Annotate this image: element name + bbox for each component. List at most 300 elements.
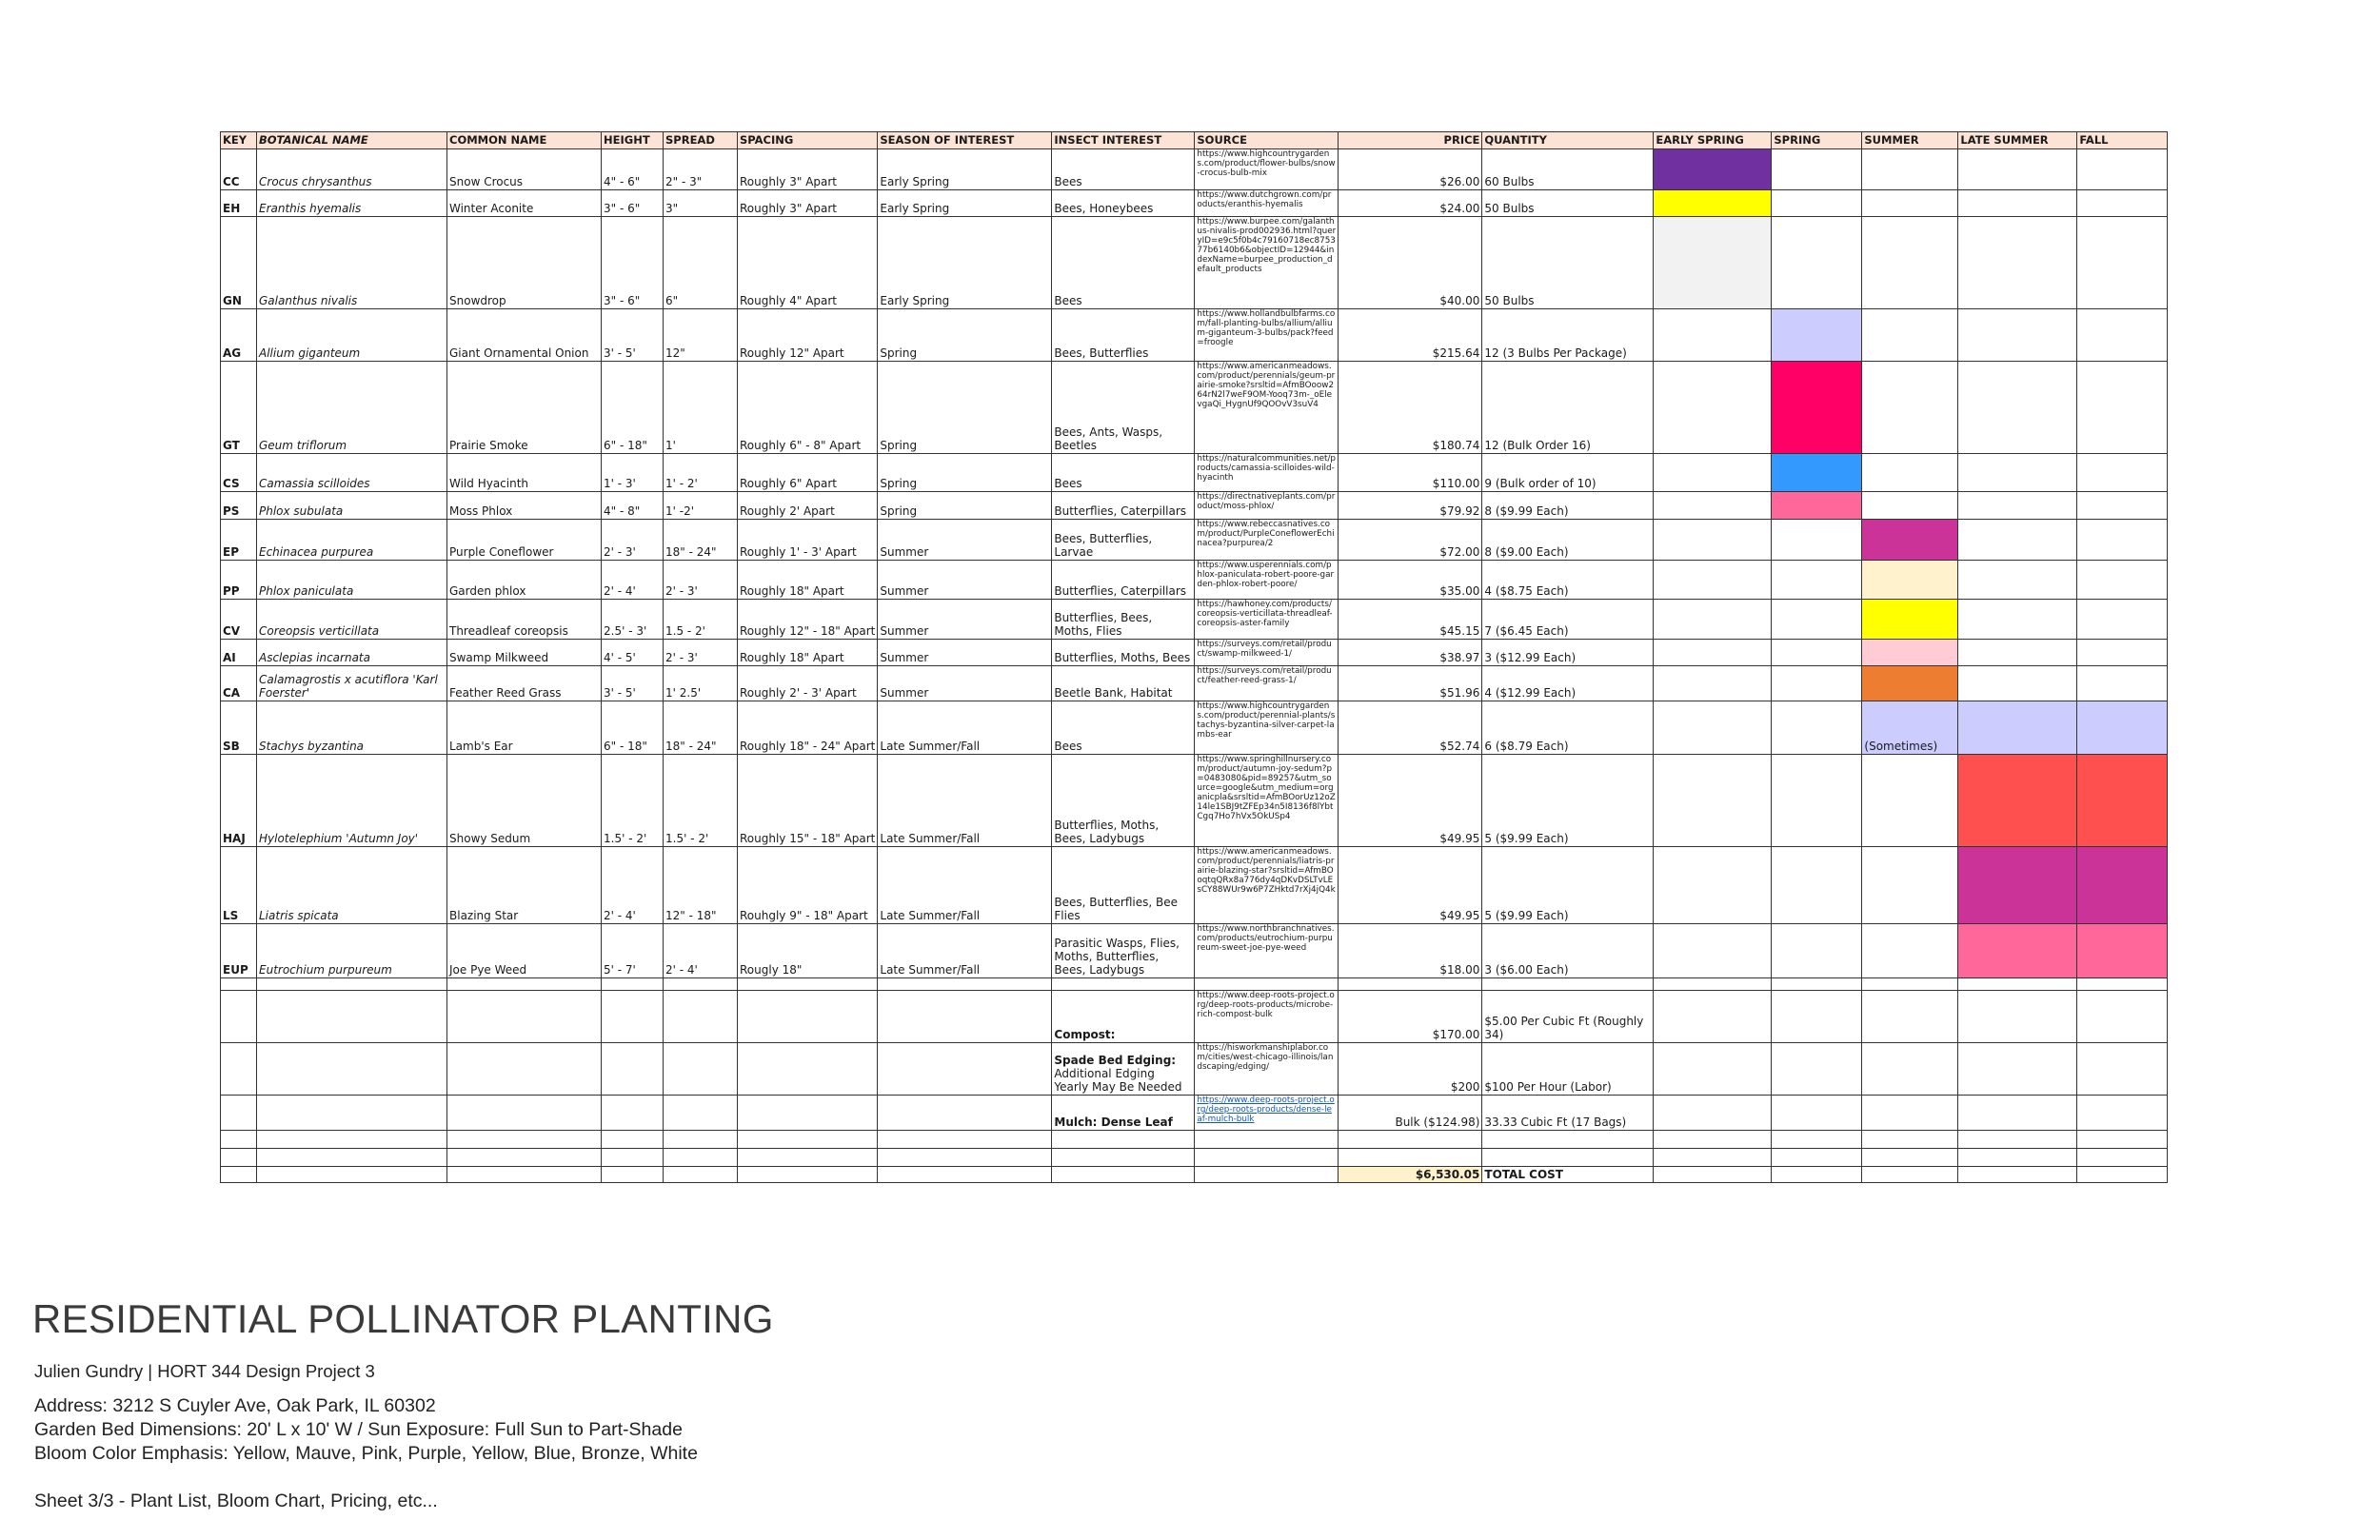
plant-spread: 2' - 4' [664, 924, 738, 978]
insect-interest: Butterflies, Bees, Moths, Flies [1052, 600, 1195, 640]
source-link[interactable]: https://naturalcommunities.net/products/camassia-scilloides-wild-hyacinth [1195, 454, 1339, 492]
bloom-early-spring [1654, 492, 1772, 520]
bloom-summer [1862, 561, 1958, 600]
source-link[interactable]: https://www.dutchgrown.com/products/eranthis-hyemalis [1195, 190, 1339, 217]
bloom-summer [1862, 149, 1958, 190]
plant-key: AI [221, 640, 257, 666]
bloom-spring [1772, 492, 1862, 520]
header-botanical-name: BOTANICAL NAME [257, 132, 447, 149]
material-name: Compost: [1054, 1028, 1116, 1041]
blank-row [221, 978, 2168, 991]
total-section [221, 1131, 2168, 1183]
plant-quantity: 60 Bulbs [1482, 149, 1654, 190]
insect-interest: Bees [1052, 217, 1195, 309]
header-height: HEIGHT [602, 132, 664, 149]
bloom-late-summer [1958, 561, 2077, 600]
header-season: SEASON OF INTEREST [878, 132, 1052, 149]
season-of-interest: Early Spring [878, 217, 1052, 309]
season-of-interest: Spring [878, 492, 1052, 520]
plant-spread: 1' -2' [664, 492, 738, 520]
material-name: Spade Bed Edging: [1054, 1054, 1177, 1067]
plant-key: CA [221, 666, 257, 701]
bloom-late-summer [1958, 847, 2077, 924]
source-link[interactable]: https://www.hollandbulbfarms.com/fall-planting-bulbs/allium/allium-giganteum-3-bulbs/pack?feed=froogle [1195, 309, 1339, 362]
bloom-fall [2077, 217, 2168, 309]
bloom-late-summer [1958, 149, 2077, 190]
plant-height: 6" - 18" [602, 362, 664, 454]
bloom-fall [2077, 454, 2168, 492]
plant-spread: 1' 2.5' [664, 666, 738, 701]
plant-height: 2' - 4' [602, 847, 664, 924]
plant-height: 4" - 8" [602, 492, 664, 520]
season-of-interest: Late Summer/Fall [878, 847, 1052, 924]
bloom-summer [1862, 217, 1958, 309]
bloom-fall [2077, 701, 2168, 755]
bloom-late-summer [1958, 600, 2077, 640]
bloom-spring [1772, 701, 1862, 755]
plant-spread: 2' - 3' [664, 640, 738, 666]
season-of-interest: Late Summer/Fall [878, 701, 1052, 755]
total-price: $6,530.05 [1339, 1167, 1482, 1183]
bloom-early-spring [1654, 454, 1772, 492]
header-insect: INSECT INTEREST [1052, 132, 1195, 149]
bloom-fall [2077, 190, 2168, 217]
season-of-interest: Late Summer/Fall [878, 924, 1052, 978]
botanical-name: Allium giganteum [257, 309, 447, 362]
plant-height: 4' - 5' [602, 640, 664, 666]
bloom-spring [1772, 600, 1862, 640]
bloom-emphasis-line: Bloom Color Emphasis: Yellow, Mauve, Pink, Purple, Yellow, Blue, Bronze, White [34, 1443, 698, 1464]
material-price: $170.00 [1339, 991, 1482, 1043]
common-name: Showy Sedum [447, 755, 602, 847]
total-row [221, 1167, 2168, 1183]
plant-spread: 12" [664, 309, 738, 362]
plant-spacing: Roughly 4" Apart [738, 217, 878, 309]
material-name: Mulch: Dense Leaf [1054, 1116, 1173, 1129]
season-of-interest: Summer [878, 600, 1052, 640]
bloom-late-summer [1958, 520, 2077, 561]
plant-quantity: 7 ($6.45 Each) [1482, 600, 1654, 640]
source-link[interactable]: https://www.rebeccasnatives.com/product/PurpleConeflowerEchinacea?purpurea/2 [1195, 520, 1339, 561]
bloom-summer [1862, 755, 1958, 847]
plant-row [221, 701, 2168, 755]
plant-spread: 18" - 24" [664, 520, 738, 561]
plant-key: EP [221, 520, 257, 561]
bloom-summer [1862, 924, 1958, 978]
plant-key: GN [221, 217, 257, 309]
common-name: Prairie Smoke [447, 362, 602, 454]
plant-spacing: Roughly 12" - 18" Apart [738, 600, 878, 640]
common-name: Garden phlox [447, 561, 602, 600]
plant-spacing: Roughly 2' - 3' Apart [738, 666, 878, 701]
plant-quantity: 6 ($8.79 Each) [1482, 701, 1654, 755]
botanical-name: Phlox subulata [257, 492, 447, 520]
material-rows [221, 978, 2168, 1131]
material-label [1052, 1096, 1195, 1131]
insect-interest: Bees, Honeybees [1052, 190, 1195, 217]
bloom-summer [1862, 492, 1958, 520]
plant-price: $72.00 [1339, 520, 1482, 561]
bloom-fall [2077, 666, 2168, 701]
plant-price: $180.74 [1339, 362, 1482, 454]
botanical-name: Eranthis hyemalis [257, 190, 447, 217]
plant-price: $51.96 [1339, 666, 1482, 701]
plant-height: 3" - 6" [602, 217, 664, 309]
botanical-name: Coreopsis verticillata [257, 600, 447, 640]
bloom-late-summer [1958, 217, 2077, 309]
bloom-fall [2077, 309, 2168, 362]
header-spread: SPREAD [664, 132, 738, 149]
bloom-summer [1862, 666, 1958, 701]
common-name: Snow Crocus [447, 149, 602, 190]
material-row [221, 1096, 2168, 1131]
bloom-fall [2077, 492, 2168, 520]
insect-interest: Beetle Bank, Habitat [1052, 666, 1195, 701]
bloom-early-spring [1654, 755, 1772, 847]
bloom-spring [1772, 666, 1862, 701]
bloom-fall [2077, 924, 2168, 978]
plant-row [221, 561, 2168, 600]
bloom-summer: (Sometimes) [1862, 701, 1958, 755]
season-of-interest: Spring [878, 454, 1052, 492]
plant-spacing: Roughly 3" Apart [738, 190, 878, 217]
season-of-interest: Summer [878, 561, 1052, 600]
plant-height: 2' - 3' [602, 520, 664, 561]
plant-quantity: 50 Bulbs [1482, 190, 1654, 217]
material-price: Bulk ($124.98) [1339, 1096, 1482, 1131]
plant-row [221, 924, 2168, 978]
bloom-early-spring [1654, 362, 1772, 454]
plant-rows [221, 149, 2168, 978]
insect-interest: Bees [1052, 454, 1195, 492]
header-source: SOURCE [1195, 132, 1339, 149]
plant-spread: 1.5' - 2' [664, 755, 738, 847]
plant-height: 3" - 6" [602, 190, 664, 217]
plant-price: $35.00 [1339, 561, 1482, 600]
insect-interest: Bees [1052, 701, 1195, 755]
bloom-summer [1862, 520, 1958, 561]
blank-row [221, 1149, 2168, 1167]
address-line: Address: 3212 S Cuyler Ave, Oak Park, IL 60302 [34, 1395, 436, 1416]
bloom-early-spring [1654, 600, 1772, 640]
bloom-fall [2077, 755, 2168, 847]
bloom-summer [1862, 362, 1958, 454]
bloom-early-spring [1654, 520, 1772, 561]
insect-interest: Bees, Ants, Wasps, Beetles [1052, 362, 1195, 454]
plant-key: CS [221, 454, 257, 492]
bloom-late-summer [1958, 454, 2077, 492]
insect-interest: Bees, Butterflies, Larvae [1052, 520, 1195, 561]
material-source[interactable]: https://www.deep-roots-project.org/deep-roots-products/microbe-rich-compost-bulk [1195, 991, 1339, 1043]
material-note: Additional Edging Yearly May Be Needed [1054, 1067, 1182, 1094]
botanical-name: Eutrochium purpureum [257, 924, 447, 978]
insect-interest: Butterflies, Moths, Bees, Ladybugs [1052, 755, 1195, 847]
plant-key: CV [221, 600, 257, 640]
plant-spacing: Roughly 2' Apart [738, 492, 878, 520]
plant-key: EUP [221, 924, 257, 978]
bloom-spring [1772, 640, 1862, 666]
sheet-label: Sheet 3/3 - Plant List, Bloom Chart, Pricing, etc... [34, 1491, 438, 1511]
source-link[interactable]: https://hawhoney.com/products/coreopsis-verticillata-threadleaf-coreopsis-aster-family [1195, 600, 1339, 640]
plant-spread: 2' - 3' [664, 561, 738, 600]
bloom-fall [2077, 561, 2168, 600]
source-link[interactable]: https://www.highcountrygardens.com/product/perennial-plants/stachys-byzantina-silver-carpet-lambs-ear [1195, 701, 1339, 755]
plant-key: AG [221, 309, 257, 362]
plant-spacing: Roughly 12" Apart [738, 309, 878, 362]
bloom-fall [2077, 640, 2168, 666]
plant-quantity: 3 ($12.99 Each) [1482, 640, 1654, 666]
header-key: KEY [221, 132, 257, 149]
bloom-spring [1772, 520, 1862, 561]
bloom-spring [1772, 217, 1862, 309]
header-fall: FALL [2077, 132, 2168, 149]
bloom-summer [1862, 847, 1958, 924]
botanical-name: Echinacea purpurea [257, 520, 447, 561]
bloom-early-spring [1654, 190, 1772, 217]
plant-quantity: 4 ($12.99 Each) [1482, 666, 1654, 701]
plant-quantity: 8 ($9.00 Each) [1482, 520, 1654, 561]
material-quantity: $5.00 Per Cubic Ft (Roughly 34) [1482, 991, 1654, 1043]
plant-row [221, 666, 2168, 701]
plant-spacing: Roughly 6" - 8" Apart [738, 362, 878, 454]
plant-spacing: Roughly 1' - 3' Apart [738, 520, 878, 561]
source-link[interactable]: https://www.americanmeadows.com/product/perennials/geum-prairie-smoke?srsltid=AfmBOoow264rN2l7weF9OM-Yooq73m-_oElevgaQi_HygnUf9QOOvV3suV4 [1195, 362, 1339, 454]
bloom-spring [1772, 190, 1862, 217]
bloom-late-summer [1958, 190, 2077, 217]
plant-spread: 12" - 18" [664, 847, 738, 924]
insect-interest: Butterflies, Moths, Bees [1052, 640, 1195, 666]
bloom-fall [2077, 149, 2168, 190]
common-name: Blazing Star [447, 847, 602, 924]
material-row [221, 1043, 2168, 1096]
header-price: PRICE [1339, 132, 1482, 149]
plant-spread: 6" [664, 217, 738, 309]
material-row [221, 991, 2168, 1043]
plant-price: $79.92 [1339, 492, 1482, 520]
plant-quantity: 5 ($9.99 Each) [1482, 847, 1654, 924]
plant-spread: 3" [664, 190, 738, 217]
bloom-spring [1772, 362, 1862, 454]
plant-quantity: 12 (3 Bulbs Per Package) [1482, 309, 1654, 362]
plant-quantity: 3 ($6.00 Each) [1482, 924, 1654, 978]
season-of-interest: Spring [878, 309, 1052, 362]
insect-interest: Parasitic Wasps, Flies, Moths, Butterflies, Bees, Ladybugs [1052, 924, 1195, 978]
botanical-name: Asclepias incarnata [257, 640, 447, 666]
insect-interest: Bees, Butterflies, Bee Flies [1052, 847, 1195, 924]
plant-height: 3' - 5' [602, 666, 664, 701]
botanical-name: Galanthus nivalis [257, 217, 447, 309]
common-name: Snowdrop [447, 217, 602, 309]
bloom-late-summer [1958, 701, 2077, 755]
common-name: Lamb's Ear [447, 701, 602, 755]
plant-key: EH [221, 190, 257, 217]
plant-quantity: 12 (Bulk Order 16) [1482, 362, 1654, 454]
plant-quantity: 50 Bulbs [1482, 217, 1654, 309]
bloom-early-spring [1654, 640, 1772, 666]
plant-row [221, 640, 2168, 666]
plant-key: GT [221, 362, 257, 454]
season-of-interest: Spring [878, 362, 1052, 454]
plant-row [221, 309, 2168, 362]
author-line: Julien Gundry | HORT 344 Design Project 3 [34, 1361, 375, 1381]
plant-row [221, 492, 2168, 520]
botanical-name: Camassia scilloides [257, 454, 447, 492]
botanical-name: Liatris spicata [257, 847, 447, 924]
insect-interest: Bees [1052, 149, 1195, 190]
plant-price: $52.74 [1339, 701, 1482, 755]
bloom-late-summer [1958, 924, 2077, 978]
season-of-interest: Early Spring [878, 149, 1052, 190]
source-link[interactable]: https://surveys.com/retail/product/swamp-milkweed-1/ [1195, 640, 1339, 666]
source-link[interactable]: https://directnativeplants.com/product/moss-phlox/ [1195, 492, 1339, 520]
plant-row [221, 520, 2168, 561]
source-link[interactable]: https://www.springhillnursery.com/product/autumn-joy-sedum?p=0483080&pid=89257&utm_source=google&utm_medium=organicpla&srsltid=AfmBOorUz12oZ14le1SBJ9tZFEp34n5I8136f8lYbtCgq7Ho7hVx5OkUSp4 [1195, 755, 1339, 847]
material-label [1052, 991, 1195, 1043]
common-name: Joe Pye Weed [447, 924, 602, 978]
common-name: Feather Reed Grass [447, 666, 602, 701]
plant-price: $49.95 [1339, 847, 1482, 924]
bloom-early-spring [1654, 561, 1772, 600]
season-of-interest: Summer [878, 640, 1052, 666]
header-spacing: SPACING [738, 132, 878, 149]
header-quantity: QUANTITY [1482, 132, 1654, 149]
plant-spacing: Roughly 18" Apart [738, 561, 878, 600]
source-link[interactable]: https://www.burpee.com/galanthus-nivalis-prod002936.html?queryID=e9c5f0b4c79160718ec875377b6140b6&objectID=12944&indexName=burpee_production_default_products [1195, 217, 1339, 309]
material-source[interactable]: https://www.deep-roots-project.org/deep-roots-products/dense-leaf-mulch-bulk [1195, 1096, 1339, 1131]
bloom-early-spring [1654, 847, 1772, 924]
plant-height: 3' - 5' [602, 309, 664, 362]
season-of-interest: Early Spring [878, 190, 1052, 217]
plant-height: 1.5' - 2' [602, 755, 664, 847]
botanical-name: Calamagrostis x acutiflora 'Karl Foerster' [257, 666, 447, 701]
season-of-interest: Summer [878, 666, 1052, 701]
source-link[interactable]: https://www.northbranchnatives.com/products/eutrochium-purpureum-sweet-joe-pye-weed [1195, 924, 1339, 978]
bloom-early-spring [1654, 217, 1772, 309]
header-common-name: COMMON NAME [447, 132, 602, 149]
header-late-summer: LATE SUMMER [1958, 132, 2077, 149]
insect-interest: Butterflies, Caterpillars [1052, 561, 1195, 600]
plant-spread: 1.5 - 2' [664, 600, 738, 640]
plant-spacing: Rouhgly 9" - 18" Apart [738, 847, 878, 924]
plant-price: $110.00 [1339, 454, 1482, 492]
source-link[interactable]: https://surveys.com/retail/product/feather-reed-grass-1/ [1195, 666, 1339, 701]
bloom-early-spring [1654, 666, 1772, 701]
plant-row [221, 190, 2168, 217]
header-row [221, 132, 2168, 149]
plant-height: 2' - 4' [602, 561, 664, 600]
common-name: Winter Aconite [447, 190, 602, 217]
plant-key: PS [221, 492, 257, 520]
plant-spacing: Rougly 18" [738, 924, 878, 978]
plant-list-table [220, 131, 2168, 1183]
plant-spread: 2" - 3" [664, 149, 738, 190]
material-source[interactable]: https://hisworkmanshiplabor.com/cities/west-chicago-illinois/landscaping/edging/ [1195, 1043, 1339, 1096]
bloom-summer [1862, 600, 1958, 640]
plant-quantity: 9 (Bulk order of 10) [1482, 454, 1654, 492]
plant-row [221, 149, 2168, 190]
bloom-spring [1772, 309, 1862, 362]
botanical-name: Geum triflorum [257, 362, 447, 454]
plant-spread: 1' - 2' [664, 454, 738, 492]
source-link[interactable]: https://www.americanmeadows.com/product/perennials/liatris-prairie-blazing-star?srsltid=AfmBOoqtqQRx8a776dy4qDKvDSLTvLEsCY88WUr9w6P7ZHktd7rXj4jQ4k [1195, 847, 1339, 924]
bloom-spring [1772, 755, 1862, 847]
botanical-name: Crocus chrysanthus [257, 149, 447, 190]
bloom-fall [2077, 520, 2168, 561]
common-name: Wild Hyacinth [447, 454, 602, 492]
common-name: Giant Ornamental Onion [447, 309, 602, 362]
bloom-summer [1862, 309, 1958, 362]
plant-row [221, 362, 2168, 454]
bloom-early-spring [1654, 309, 1772, 362]
source-link[interactable]: https://www.usperennials.com/phlox-paniculata-robert-poore-garden-phlox-robert-poore/ [1195, 561, 1339, 600]
plant-key: LS [221, 847, 257, 924]
botanical-name: Stachys byzantina [257, 701, 447, 755]
bloom-late-summer [1958, 362, 2077, 454]
plant-key: CC [221, 149, 257, 190]
bloom-late-summer [1958, 640, 2077, 666]
bloom-late-summer [1958, 755, 2077, 847]
bloom-late-summer [1958, 492, 2077, 520]
bloom-fall [2077, 600, 2168, 640]
material-quantity: 33.33 Cubic Ft (17 Bags) [1482, 1096, 1654, 1131]
plant-price: $24.00 [1339, 190, 1482, 217]
header-early-spring: EARLY SPRING [1654, 132, 1772, 149]
plant-price: $26.00 [1339, 149, 1482, 190]
bloom-early-spring [1654, 149, 1772, 190]
material-price: $200 [1339, 1043, 1482, 1096]
insect-interest: Bees, Butterflies [1052, 309, 1195, 362]
total-label: TOTAL COST [1482, 1167, 1654, 1183]
plant-spacing: Roughly 15" - 18" Apart [738, 755, 878, 847]
plant-price: $38.97 [1339, 640, 1482, 666]
common-name: Swamp Milkweed [447, 640, 602, 666]
plant-spread: 18" - 24" [664, 701, 738, 755]
plant-row [221, 847, 2168, 924]
bloom-spring [1772, 847, 1862, 924]
plant-height: 4" - 6" [602, 149, 664, 190]
material-quantity: $100 Per Hour (Labor) [1482, 1043, 1654, 1096]
plant-row [221, 454, 2168, 492]
bloom-fall [2077, 362, 2168, 454]
dimensions-line: Garden Bed Dimensions: 20' L x 10' W / Sun Exposure: Full Sun to Part-Shade [34, 1419, 683, 1440]
plant-quantity: 4 ($8.75 Each) [1482, 561, 1654, 600]
insect-interest: Butterflies, Caterpillars [1052, 492, 1195, 520]
botanical-name: Hylotelephium 'Autumn Joy' [257, 755, 447, 847]
plant-price: $18.00 [1339, 924, 1482, 978]
plant-price: $40.00 [1339, 217, 1482, 309]
bloom-early-spring [1654, 701, 1772, 755]
bloom-spring [1772, 561, 1862, 600]
plant-key: SB [221, 701, 257, 755]
plant-height: 5' - 7' [602, 924, 664, 978]
plant-spacing: Roughly 18" - 24" Apart [738, 701, 878, 755]
plant-quantity: 8 ($9.99 Each) [1482, 492, 1654, 520]
plant-price: $45.15 [1339, 600, 1482, 640]
bloom-summer [1862, 454, 1958, 492]
plant-spacing: Roughly 3" Apart [738, 149, 878, 190]
common-name: Purple Coneflower [447, 520, 602, 561]
page-title: RESIDENTIAL POLLINATOR PLANTING [32, 1296, 774, 1341]
bloom-late-summer [1958, 309, 2077, 362]
season-of-interest: Late Summer/Fall [878, 755, 1052, 847]
source-link[interactable]: https://www.highcountrygardens.com/product/flower-bulbs/snow-crocus-bulb-mix [1195, 149, 1339, 190]
bloom-spring [1772, 149, 1862, 190]
botanical-name: Phlox paniculata [257, 561, 447, 600]
material-label [1052, 1043, 1195, 1096]
header-spring: SPRING [1772, 132, 1862, 149]
bloom-spring [1772, 924, 1862, 978]
plant-row [221, 600, 2168, 640]
